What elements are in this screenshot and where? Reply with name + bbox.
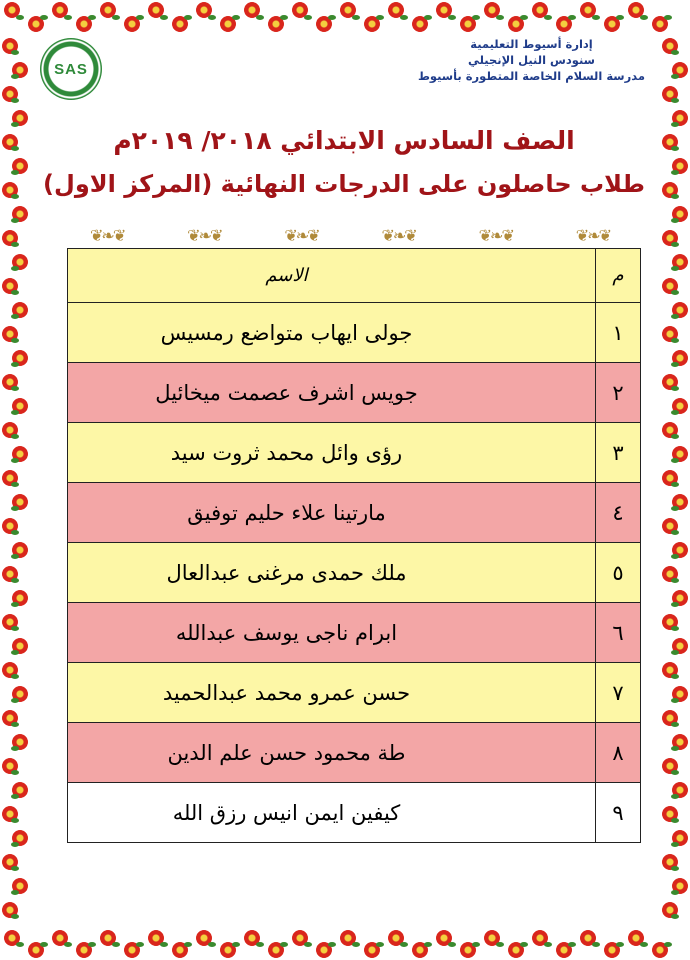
leaf-icon <box>136 15 144 20</box>
leaf-icon <box>11 458 19 463</box>
school-logo <box>40 38 102 100</box>
row-number: ٤ <box>596 483 641 543</box>
leaf-icon <box>671 410 679 415</box>
leaf-icon <box>400 942 408 947</box>
floral-border-bottom <box>0 928 690 960</box>
leaf-icon <box>671 266 679 271</box>
column-header-name: الاسم <box>68 249 596 303</box>
leaf-icon <box>671 122 679 127</box>
leaf-icon <box>671 554 679 559</box>
leaf-icon <box>671 482 679 487</box>
leaf-icon <box>520 15 528 20</box>
leaf-icon <box>671 98 679 103</box>
leaf-icon <box>11 362 19 367</box>
table-header-row <box>68 249 641 303</box>
leaf-icon <box>256 15 264 20</box>
leaf-icon <box>328 15 336 20</box>
leaf-icon <box>11 674 19 679</box>
leaf-icon <box>400 15 408 20</box>
table-row <box>68 363 641 423</box>
logo-text: SAS <box>54 60 88 78</box>
leaf-icon <box>671 242 679 247</box>
leaf-icon <box>112 942 120 947</box>
leaf-icon <box>671 914 679 919</box>
leaf-icon <box>671 218 679 223</box>
leaf-icon <box>208 15 216 20</box>
leaf-icon <box>568 942 576 947</box>
table-row <box>68 723 641 783</box>
leaf-icon <box>671 458 679 463</box>
row-number: ٦ <box>596 603 641 663</box>
leaf-icon <box>136 942 144 947</box>
leaf-icon <box>232 15 240 20</box>
leaf-icon <box>11 122 19 127</box>
leaf-icon <box>671 314 679 319</box>
administration-block <box>418 36 645 84</box>
table-row <box>68 543 641 603</box>
leaf-icon <box>424 15 432 20</box>
leaf-icon <box>11 554 19 559</box>
leaf-icon <box>11 722 19 727</box>
leaf-icon <box>352 15 360 20</box>
table-row <box>68 423 641 483</box>
leaf-icon <box>11 842 19 847</box>
leaf-icon <box>11 914 19 919</box>
leaf-icon <box>88 942 96 947</box>
leaf-icon <box>11 410 19 415</box>
leaf-icon <box>376 15 384 20</box>
leaf-icon <box>640 15 648 20</box>
leaf-icon <box>64 942 72 947</box>
leaf-icon <box>671 386 679 391</box>
row-number: ٩ <box>596 783 641 843</box>
leaf-icon <box>671 338 679 343</box>
leaf-icon <box>592 942 600 947</box>
table-row <box>68 783 641 843</box>
leaf-icon <box>11 386 19 391</box>
leaf-icon <box>16 15 24 20</box>
leaf-icon <box>11 146 19 151</box>
leaf-icon <box>671 146 679 151</box>
leaf-icon <box>11 794 19 799</box>
leaf-icon <box>11 530 19 535</box>
leaf-icon <box>671 434 679 439</box>
leaf-icon <box>11 602 19 607</box>
leaf-icon <box>184 942 192 947</box>
ornament-icon: ❦❧❦ <box>284 225 319 245</box>
ornament-icon: ❦❧❦ <box>90 225 125 245</box>
leaf-icon <box>671 842 679 847</box>
leaf-icon <box>16 942 24 947</box>
leaf-icon <box>568 15 576 20</box>
leaf-icon <box>671 722 679 727</box>
row-number: ٧ <box>596 663 641 723</box>
admin-line-synod: سنودس النيل الإنجيلي <box>467 53 595 67</box>
row-number: ٣ <box>596 423 641 483</box>
student-name: كيفين ايمن انيس رزق الله <box>68 783 596 843</box>
leaf-icon <box>11 170 19 175</box>
leaf-icon <box>280 15 288 20</box>
student-name: جولى ايهاب متواضع رمسيس <box>68 303 596 363</box>
students-table <box>67 248 641 843</box>
leaf-icon <box>256 942 264 947</box>
leaf-icon <box>184 15 192 20</box>
table-row <box>68 483 641 543</box>
floral-border-top <box>0 0 690 34</box>
leaf-icon <box>40 15 48 20</box>
leaf-icon <box>671 890 679 895</box>
leaf-icon <box>11 890 19 895</box>
leaf-icon <box>671 290 679 295</box>
leaf-icon <box>11 74 19 79</box>
leaf-icon <box>304 942 312 947</box>
leaf-icon <box>11 218 19 223</box>
leaf-icon <box>671 74 679 79</box>
leaf-icon <box>671 530 679 535</box>
leaf-icon <box>11 98 19 103</box>
leaf-icon <box>11 434 19 439</box>
leaf-icon <box>328 942 336 947</box>
student-name: رؤى وائل محمد ثروت سيد <box>68 423 596 483</box>
leaf-icon <box>671 746 679 751</box>
student-name: جويس اشرف عصمت ميخائيل <box>68 363 596 423</box>
admin-line-school: مدرسة السلام الخاصة المتطورة بأسيوط <box>417 69 645 83</box>
leaf-icon <box>671 770 679 775</box>
leaf-icon <box>472 942 480 947</box>
leaf-icon <box>11 866 19 871</box>
leaf-icon <box>544 942 552 947</box>
leaf-icon <box>11 50 19 55</box>
leaf-icon <box>664 15 672 20</box>
leaf-icon <box>88 15 96 20</box>
leaf-icon <box>11 626 19 631</box>
leaf-icon <box>671 170 679 175</box>
leaf-icon <box>592 15 600 20</box>
leaf-icon <box>11 290 19 295</box>
leaf-icon <box>671 794 679 799</box>
leaf-icon <box>671 818 679 823</box>
leaf-icon <box>544 15 552 20</box>
leaf-icon <box>11 746 19 751</box>
decorative-divider <box>90 224 610 246</box>
column-header-number: م <box>596 249 641 303</box>
leaf-icon <box>160 15 168 20</box>
page-title: الصف السادس الابتدائي ٢٠١٨/ ٢٠١٩م <box>113 126 575 155</box>
leaf-icon <box>64 15 72 20</box>
table-row <box>68 303 641 363</box>
leaf-icon <box>448 942 456 947</box>
row-number: ١ <box>596 303 641 363</box>
ornament-icon: ❦❧❦ <box>478 225 513 245</box>
leaf-icon <box>112 15 120 20</box>
student-name: ابرام ناجى يوسف عبدالله <box>68 603 596 663</box>
leaf-icon <box>496 15 504 20</box>
leaf-icon <box>671 506 679 511</box>
leaf-icon <box>616 15 624 20</box>
leaf-icon <box>11 506 19 511</box>
page-subtitle: طلاب حاصلون على الدرجات النهائية (المركز الاول) <box>43 170 645 198</box>
student-name: مارتينا علاء حليم توفيق <box>68 483 596 543</box>
ornament-icon: ❦❧❦ <box>575 225 610 245</box>
admin-line-directorate: إدارة أسيوط التعليمية <box>470 37 593 51</box>
leaf-icon <box>352 942 360 947</box>
student-name: ملك حمدى مرغنى عبدالعال <box>68 543 596 603</box>
leaf-icon <box>640 942 648 947</box>
leaf-icon <box>40 942 48 947</box>
leaf-icon <box>376 942 384 947</box>
leaf-icon <box>11 770 19 775</box>
student-name: حسن عمرو محمد عبدالحميد <box>68 663 596 723</box>
leaf-icon <box>671 698 679 703</box>
leaf-icon <box>671 626 679 631</box>
leaf-icon <box>232 942 240 947</box>
student-name: طة محمود حسن علم الدين <box>68 723 596 783</box>
leaf-icon <box>11 698 19 703</box>
leaf-icon <box>671 578 679 583</box>
ornament-icon: ❦❧❦ <box>381 225 416 245</box>
row-number: ٨ <box>596 723 641 783</box>
table-row <box>68 663 641 723</box>
leaf-icon <box>11 578 19 583</box>
leaf-icon <box>671 674 679 679</box>
leaf-icon <box>11 314 19 319</box>
leaf-icon <box>664 942 672 947</box>
leaf-icon <box>208 942 216 947</box>
leaf-icon <box>671 362 679 367</box>
floral-border-left <box>0 34 30 928</box>
leaf-icon <box>11 482 19 487</box>
leaf-icon <box>280 942 288 947</box>
leaf-icon <box>160 942 168 947</box>
row-number: ٥ <box>596 543 641 603</box>
leaf-icon <box>472 15 480 20</box>
leaf-icon <box>496 942 504 947</box>
table-row <box>68 603 641 663</box>
leaf-icon <box>11 194 19 199</box>
leaf-icon <box>11 242 19 247</box>
leaf-icon <box>671 602 679 607</box>
leaf-icon <box>671 866 679 871</box>
floral-border-right <box>660 34 690 928</box>
row-number: ٢ <box>596 363 641 423</box>
leaf-icon <box>11 338 19 343</box>
leaf-icon <box>304 15 312 20</box>
ornament-icon: ❦❧❦ <box>187 225 222 245</box>
leaf-icon <box>448 15 456 20</box>
leaf-icon <box>671 194 679 199</box>
leaf-icon <box>520 942 528 947</box>
leaf-icon <box>616 942 624 947</box>
leaf-icon <box>671 50 679 55</box>
leaf-icon <box>671 650 679 655</box>
leaf-icon <box>11 818 19 823</box>
leaf-icon <box>11 650 19 655</box>
leaf-icon <box>11 266 19 271</box>
leaf-icon <box>424 942 432 947</box>
